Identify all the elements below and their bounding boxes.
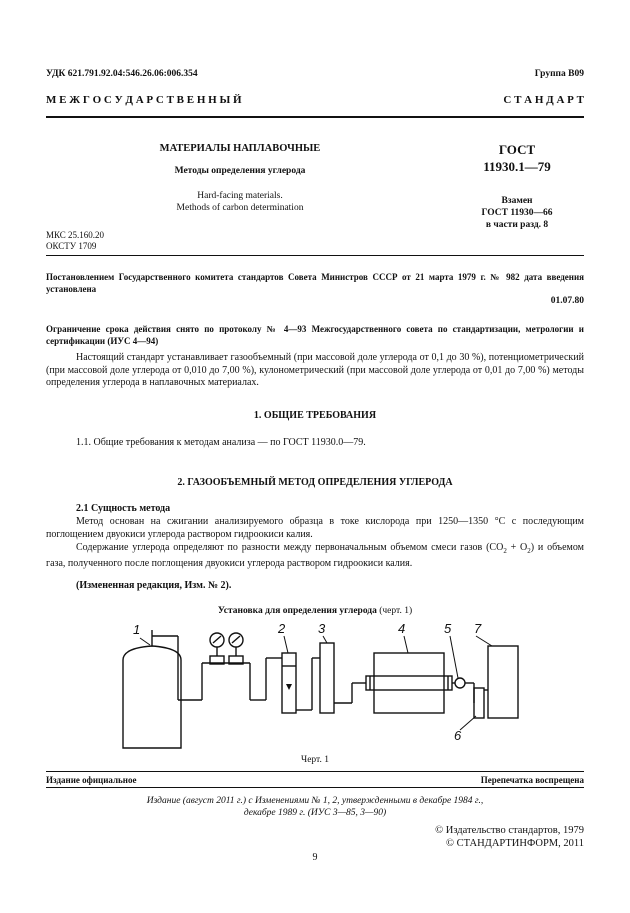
wash-bottle-shape [282, 653, 296, 713]
header-divider [46, 116, 584, 118]
edition-line2: декабре 1989 г. (ИУС 3—85, 3—90) [243, 808, 387, 818]
title-divider [46, 255, 584, 256]
banner-right: С Т А Н Д А Р Т [503, 94, 584, 106]
stopcock-shape [455, 678, 465, 688]
subsection21-title: 2.1 Сущность метода [76, 503, 171, 514]
label-2: 2 [278, 621, 286, 636]
limitation-text: Ограничение срока действия снято по протоколу № 4—93 Межгосударственного совета по стандартизации, метрологии и сертификации (ИУС 4—94) [46, 324, 584, 346]
copyright-line1: © Издательство стандартов, 1979 [435, 825, 584, 836]
gost-number: 11930.1—79 [483, 159, 551, 174]
udk-code: УДК 621.791.92.04:546.26.06:006.354 [46, 69, 198, 79]
group-code: Группа В09 [534, 69, 584, 79]
effective-date: 01.07.80 [550, 296, 584, 306]
drying-column-shape [320, 643, 334, 713]
replaces-line2: ГОСТ 11930—66 [481, 208, 553, 218]
section2-heading: 2. ГАЗООБЪЕМНЫЙ МЕТОД ОПРЕДЕЛЕНИЯ УГЛЕРОДА [177, 477, 453, 488]
document-subtitle: Методы определения углерода [174, 166, 306, 176]
footer-divider [46, 771, 584, 772]
copyright-block [435, 824, 584, 850]
decree-text: Постановлением Государственного комитета стандартов Совета Министров СССР от 21 марта 1979 г. № 982 дата введения установлена [46, 272, 584, 294]
p2-part-c: ) и объемом газа, полученного после поглощения двуокиси углерода раствором гидроокиси калия. [46, 542, 584, 569]
reprint-prohibited: Перепечатка воспрещена [480, 775, 584, 785]
replaces-line1: Взамен [501, 196, 533, 206]
okstu-code: ОКСТУ 1709 [46, 241, 97, 251]
p2-sub1: 2 [503, 547, 507, 555]
english-title [140, 190, 340, 214]
replaces-line3: в части разд. 8 [485, 220, 549, 230]
footer-divider-2 [46, 787, 584, 788]
label-6: 6 [454, 728, 462, 743]
gas-analyzer-shape [488, 646, 518, 718]
classification-codes [46, 230, 104, 252]
intro-paragraph: Настоящий стандарт устанавливает газообъемный (при массовой доле углерода от 0,1 до 30 %), потенциометрический (при массовой доле углерода от 0,010 до 7,00 %), кулонометрический (при массовой доле углерода от 0,01 до 7,00 %) методы определения углерода в наплавочных материалах. [46, 352, 584, 388]
copyright-line2: © СТАНДАРТИНФОРМ, 2011 [446, 838, 584, 849]
label-4: 4 [398, 621, 406, 636]
official-edition: Издание официальное [46, 775, 137, 785]
figure-title-bold: Установка для определения углерода [217, 606, 377, 616]
p2-part-b: + O [506, 542, 528, 553]
oxygen-cylinder-shape [123, 646, 181, 748]
label-5: 5 [444, 621, 452, 636]
edition-note [46, 795, 584, 819]
section1-text: 1.1. Общие требования к методам анализа — по ГОСТ 11930.0—79. [76, 437, 366, 448]
revision-note: (Измененная редакция, Изм. № 2). [76, 580, 232, 591]
gost-label: ГОСТ [498, 142, 536, 157]
interstate-standard-banner [46, 94, 584, 106]
edition-line1: Издание (август 2011 г.) с Изменениями № 1, 2, утвержденными в декабре 1984 г., [146, 796, 484, 806]
figure-caption: Черт. 1 [301, 755, 329, 765]
english-title-line1: Hard-facing materials. [197, 191, 283, 201]
figure-title [46, 606, 584, 616]
label-1: 1 [133, 622, 141, 637]
p2-part-a: Содержание углерода определяют по разности между первоначальным объемом смеси газов (CO [76, 542, 504, 553]
page-number: 9 [312, 852, 318, 863]
label-7: 7 [474, 621, 482, 636]
section1-heading: 1. ОБЩИЕ ТРЕБОВАНИЯ [253, 410, 377, 421]
tube-furnace-shape [374, 653, 444, 713]
banner-left: М Е Ж Г О С У Д А Р С Т В Е Н Н Ы Й [46, 94, 242, 106]
mks-code: МКС 25.160.20 [46, 230, 105, 240]
small-vessel-shape [474, 688, 484, 718]
figure-title-ref: (черт. 1) [376, 606, 413, 616]
gost-designation [462, 141, 572, 175]
p2-sub2: 2 [527, 547, 531, 555]
english-title-line2: Methods of carbon determination [176, 203, 304, 213]
label-3: 3 [318, 621, 326, 636]
replaces-block [462, 195, 572, 231]
subsection21-p1: Метод основан на сжигании анализируемого образца в токе кислорода при 1250—1350 °С с последующим поглощением двуокиси углерода раствором гидроокиси калия. [46, 516, 584, 540]
document-title: МАТЕРИАЛЫ НАПЛАВОЧНЫЕ [159, 143, 321, 154]
apparatus-diagram [0, 618, 630, 753]
subsection21-p2 [46, 542, 584, 570]
